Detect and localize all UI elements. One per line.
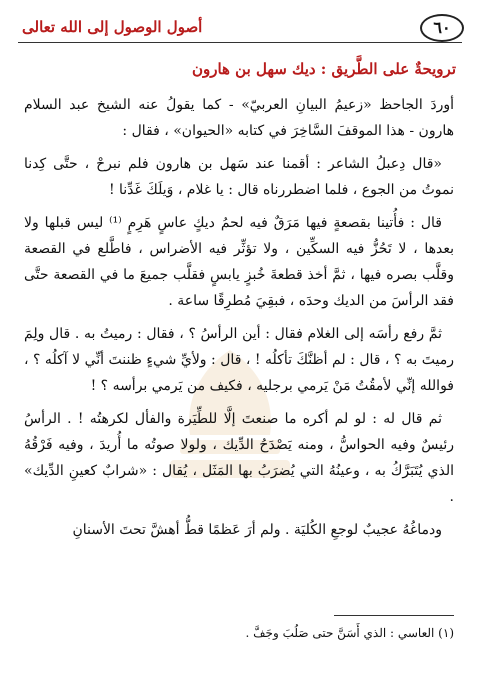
body-text — [24, 92, 454, 550]
running-title: أصول الوصول إلى الله تعالى — [22, 18, 203, 36]
paragraph: ثمَّ رفع رأسَه إلى الغلام فقال : أين الرأسُ ؟ ، فقال : رميتُ به . قال ولِمَ رميتَ به ؟ ، قال : لم أظنَّكَ تأكلُه ! ، قال : ولأيِّ شيءٍ ظننتَ أنِّي لا آكلُه ؟ ، فوالله إنِّي لأمقُتُ مَنْ يَرمي برجليه ، فكيف من يَرمي برأسه ؟ ! — [24, 326, 454, 394]
paragraph: ودماغُهُ عجيبٌ لوجعِ الكُليَة . ولم أرَ عَظمًا قطُّ أهشَّ تحتَ الأسنانِ — [72, 522, 442, 538]
paragraph: ثم قال له : لو لم أكره ما صنعتَ إلَّا للطِّيَرة والفأل لكرهتُه ! . الرأسُ رئيسٌ وفيه الحواسُّ ، ومنه يَصْدَحُ الدِّيك ، ولولا صوتُه ما أُريدَ ، وفيه فَرْقُهُ الذي يُتَبَرَّكُ به ، وعينُهُ التي يُضرَبُ بها المَثَل ، يُقال : «شرابٌ كعينِ الدِّيك» . — [24, 411, 454, 505]
section-heading: ترويحةٌ على الطَّريق : ديك سهل بن هارون — [191, 60, 456, 78]
header-rule — [18, 42, 462, 43]
footnote-rule — [334, 615, 454, 616]
page-number: ٦٠ — [420, 14, 464, 42]
paragraph: قال : فأُتينا بقصعةٍ فيها مَرَقٌ فيه لحمُ ديكٍ عاسٍ هَرِمٍ ⁽¹⁾ ليس قبلها ولا بعدها ، لا تَحُزُّ فيه السكِّين ، ولا تؤثِّر فيه الأضراس ، فاطَّلع في القصعة وقلَّب بصره فيها ، ثمَّ أخذ قطعةَ خُبزٍ يابسٍ فقلَّب جميعَ ما في القصعة حتَّى فقد الرأسَ من الديك وحدَه ، فبقِيَ مُطرِقًا ساعة . — [24, 215, 454, 309]
page-header — [16, 8, 464, 44]
footnote: (١) العاسي : الذي أَسَنَّ حتى صَلُبَ وجَفَّ . — [245, 626, 454, 640]
paragraph: أوردَ الجاحظ «زعيمُ البيانِ العربيّ» - كما يقولُ عنه الشيخ عبد السلام هارون - هذا الموقفَ السَّاخِرَ في كتابه «الحيوان» ، فقال : — [24, 97, 454, 139]
paragraph: «قال دِعبلُ الشاعر : أقمنا عند سَهل بن هارون فلم نبرحْ ، حتَّى كِدنا نموتُ من الجوع ، فلما اضطررناه قال : يا غلام ، وَيلَكَ غَدِّنا ! — [24, 156, 454, 198]
